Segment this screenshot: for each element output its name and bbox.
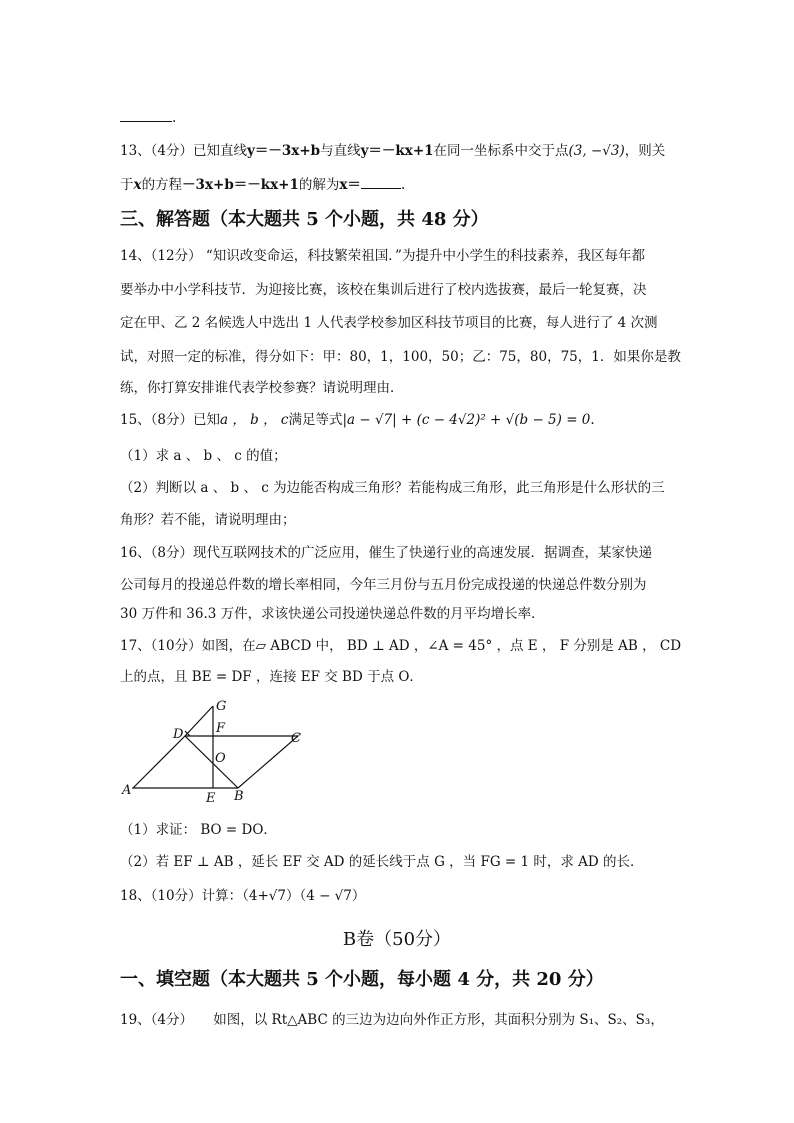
- extension-ag: [185, 706, 213, 736]
- q13-line-1: [120, 141, 680, 161]
- q13-number: 13、（4分）: [120, 143, 194, 159]
- q14-line-4: 试，对照一定的标准，得分如下：甲：80，1，100，50；乙：75，80，75，1．如果你是教: [120, 349, 681, 365]
- q18-line-1: 18、（10分）计算：（4+√7）（4 − √7）: [120, 888, 366, 904]
- section-heading-b1: 一、填空题（本大题共 5 个小题，每小题 4 分，共 20 分）: [120, 969, 604, 990]
- q17-line-2: 上的点，且 BE = DF ，连接 EF 交 BD 于点 O．: [120, 669, 423, 685]
- answer-blank[interactable]: [120, 109, 172, 122]
- q15-line-1: [120, 410, 680, 430]
- q19-line-1: 19、（4分） 如图，以 Rt△ABC 的三边为边向外作正方形，其面积分别为 S₁、S₂、S₃，: [120, 1012, 664, 1028]
- q13-equation-2: y＝－kx+1: [360, 143, 434, 159]
- q13-text: ，则关: [624, 143, 666, 159]
- label-d: D: [173, 727, 184, 742]
- q13-text: 在同一坐标系中交于点: [433, 143, 569, 159]
- q13-text: 与直线: [320, 143, 361, 159]
- label-g: G: [216, 699, 227, 714]
- label-o: O: [215, 751, 226, 766]
- q13-equation-1: y＝－3x+b: [247, 143, 321, 159]
- q13-text: 已知直线: [193, 143, 248, 159]
- q16-line-3: 30 万件和 36.3 万件，求该快递公司投递快递总件数的月平均增长率．: [120, 606, 545, 622]
- parallelogram-figure: [118, 698, 318, 808]
- blank-suffix: .: [172, 110, 177, 126]
- q15-part-1: （1）求 a 、 b 、 c 的值；: [120, 448, 287, 464]
- q15-text: 满足等式: [288, 412, 343, 428]
- section-heading-3: 三、解答题（本大题共 5 个小题，共 48 分）: [120, 209, 489, 230]
- q13-line-2: [120, 175, 680, 195]
- q15-part-2b: 角形？若不能，请说明理由；: [120, 512, 296, 528]
- q15-number: 15、（8分）已知: [120, 412, 221, 428]
- label-c: C: [291, 731, 301, 746]
- q15-equation: |a − √7| + (c − 4√2)² + √(b − 5) = 0: [342, 412, 591, 428]
- q16-line-2: 公司每月的投递总件数的增长率相同，今年三月份与五月份完成投递的快递总件数分别为: [120, 577, 647, 593]
- q14-line-2: 要举办中小学科技节．为迎接比赛，该校在集训后进行了校内选拔赛，最后一轮复赛，决: [120, 282, 647, 298]
- label-f: F: [216, 721, 226, 736]
- q15-part-2a: （2）判断以 a 、 b 、 c 为边能否构成三角形？若能构成三角形，此三角形是什么形状的三: [120, 480, 665, 496]
- q13-answer-prefix: x＝: [339, 177, 361, 193]
- q14-line-3: 定在甲、乙 2 名候选人中选出 1 人代表学校参加区科技节项目的比赛，每人进行了 4 次测: [120, 315, 658, 331]
- q14-line-1: 14、（12分） “知识改变命运，科技繁荣祖国．”为提升中小学生的科技素养，我区每年都: [120, 248, 645, 264]
- q13-text: .: [400, 177, 406, 193]
- q13-text: 于: [120, 177, 134, 193]
- q17-line-1: 17、（10分）如图，在▱ ABCD 中， BD ⊥ AD ，∠A = 45° ，点 E ， F 分别是 AB ， CD: [120, 638, 682, 654]
- q15-variables: a ， b ， c: [220, 412, 289, 428]
- part-b-heading: B卷（50分）: [342, 929, 452, 950]
- label-a: A: [122, 783, 132, 798]
- q16-line-1: 16、（8分）现代互联网技术的广泛应用，催生了快递行业的高速发展．据调查，某家快递: [120, 545, 653, 561]
- answer-blank-line: [120, 108, 680, 128]
- q17-part-1: （1）求证： BO = DO．: [120, 822, 277, 838]
- q13-text: 的方程: [141, 177, 183, 193]
- q17-part-2: （2）若 EF ⊥ AB ，延长 EF 交 AD 的延长线于点 G ，当 FG = 1 时，求 AD 的长．: [120, 854, 644, 870]
- label-b: B: [234, 789, 244, 804]
- q13-text: 的解为: [298, 177, 340, 193]
- q13-equation: －3x+b＝－kx+1: [182, 177, 299, 193]
- label-e: E: [206, 791, 216, 806]
- q15-text: .: [590, 412, 595, 428]
- q13-point: (3, −√3): [568, 143, 625, 159]
- q13-answer-blank[interactable]: [361, 176, 401, 189]
- q13-variable: x: [133, 177, 142, 193]
- diagonal-bd: [185, 736, 238, 788]
- q14-line-5: 练，你打算安排谁代表学校参赛？请说明理由．: [120, 380, 404, 396]
